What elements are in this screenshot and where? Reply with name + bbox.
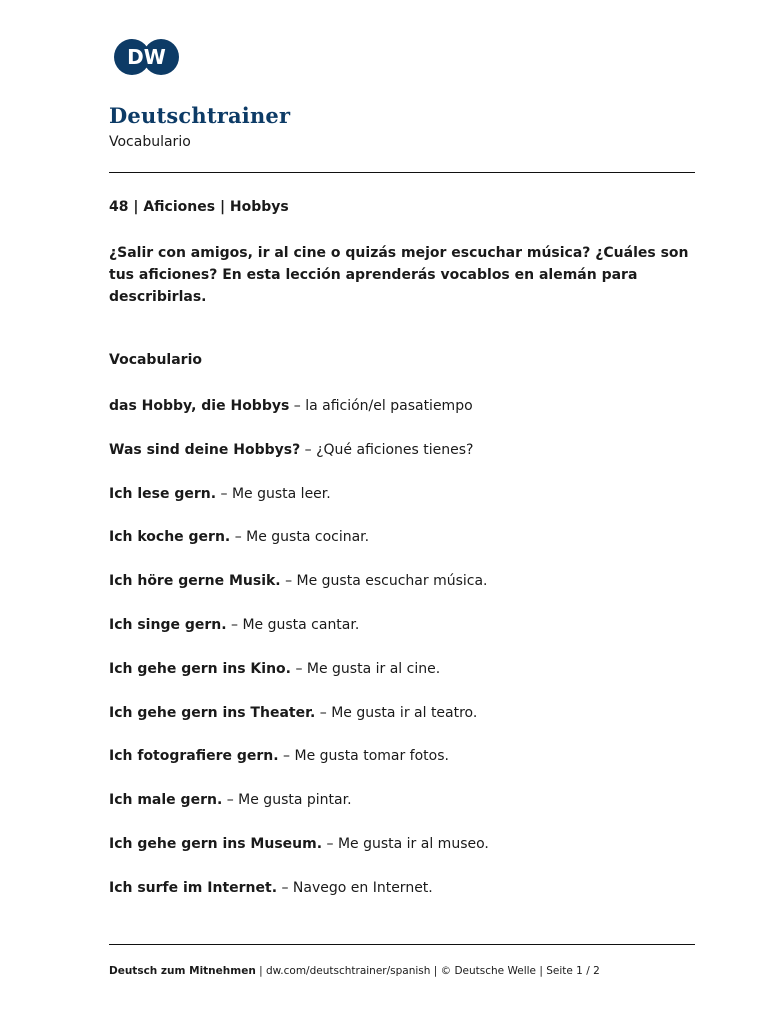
vocab-item <box>109 396 699 440</box>
footer <box>109 965 600 977</box>
vocab-spanish: – Me gusta pintar. <box>222 792 352 809</box>
vocab-german: Ich singe gern. <box>109 616 227 633</box>
lesson-intro: ¿Salir con amigos, ir al cine o quizás mejor escuchar música? ¿Cuáles son tus aficiones? En esta lección aprenderás vocablos en alemán para describirlas. <box>109 245 689 305</box>
vocab-spanish: – Me gusta tomar fotos. <box>278 748 449 765</box>
vocab-german: Ich fotografiere gern. <box>109 748 279 765</box>
vocab-german: Ich lese gern. <box>109 485 217 502</box>
vocab-item <box>109 571 699 615</box>
vocab-german: Ich male gern. <box>109 792 223 809</box>
vocab-german: Ich gehe gern ins Kino. <box>109 660 291 677</box>
vocab-item <box>109 615 699 659</box>
vocab-item <box>109 484 699 528</box>
vocab-spanish: – Navego en Internet. <box>277 879 433 896</box>
section-heading: Vocabulario <box>109 352 202 368</box>
vocab-german: Ich gehe gern ins Theater. <box>109 704 316 721</box>
vocab-spanish: – Me gusta escuchar música. <box>280 573 488 590</box>
vocab-german: Ich gehe gern ins Museum. <box>109 835 323 852</box>
vocab-item <box>109 440 699 484</box>
vocab-item <box>109 659 699 703</box>
footer-label: Deutsch zum Mitnehmen <box>109 965 256 977</box>
vocab-german: Ich koche gern. <box>109 529 231 546</box>
dw-logo-text: DW <box>127 45 166 69</box>
lesson-title: 48 | Aficiones | Hobbys <box>109 199 289 215</box>
vocab-item <box>109 746 699 790</box>
vocab-spanish: – Me gusta ir al cine. <box>291 660 441 677</box>
vocab-item <box>109 878 699 922</box>
footer-info: | dw.com/deutschtrainer/spanish | © Deutsche Welle | Seite 1 / 2 <box>255 965 600 977</box>
vocab-spanish: – Me gusta ir al teatro. <box>315 704 478 721</box>
vocab-spanish: – Me gusta leer. <box>216 485 331 502</box>
vocab-list <box>109 396 699 922</box>
vocab-german: Was sind deine Hobbys? <box>109 441 301 458</box>
header-divider <box>109 172 695 173</box>
vocab-item <box>109 834 699 878</box>
vocab-spanish: – la afición/el pasatiempo <box>289 398 473 414</box>
footer-divider <box>109 944 695 945</box>
vocab-german: Ich höre gerne Musik. <box>109 573 281 590</box>
vocab-german: Ich surfe im Internet. <box>109 879 278 896</box>
vocab-german: das Hobby, die Hobbys <box>109 398 290 414</box>
vocab-item <box>109 527 699 571</box>
vocab-item <box>109 790 699 834</box>
vocab-spanish: – ¿Qué aficiones tienes? <box>300 441 474 458</box>
brand-subtitle: Vocabulario <box>109 134 191 150</box>
vocab-spanish: – Me gusta ir al museo. <box>322 835 489 852</box>
vocab-item <box>109 703 699 747</box>
vocab-spanish: – Me gusta cantar. <box>226 616 360 633</box>
brand-title: Deutschtrainer <box>109 103 291 128</box>
vocab-spanish: – Me gusta cocinar. <box>230 529 370 546</box>
dw-logo <box>112 37 182 77</box>
